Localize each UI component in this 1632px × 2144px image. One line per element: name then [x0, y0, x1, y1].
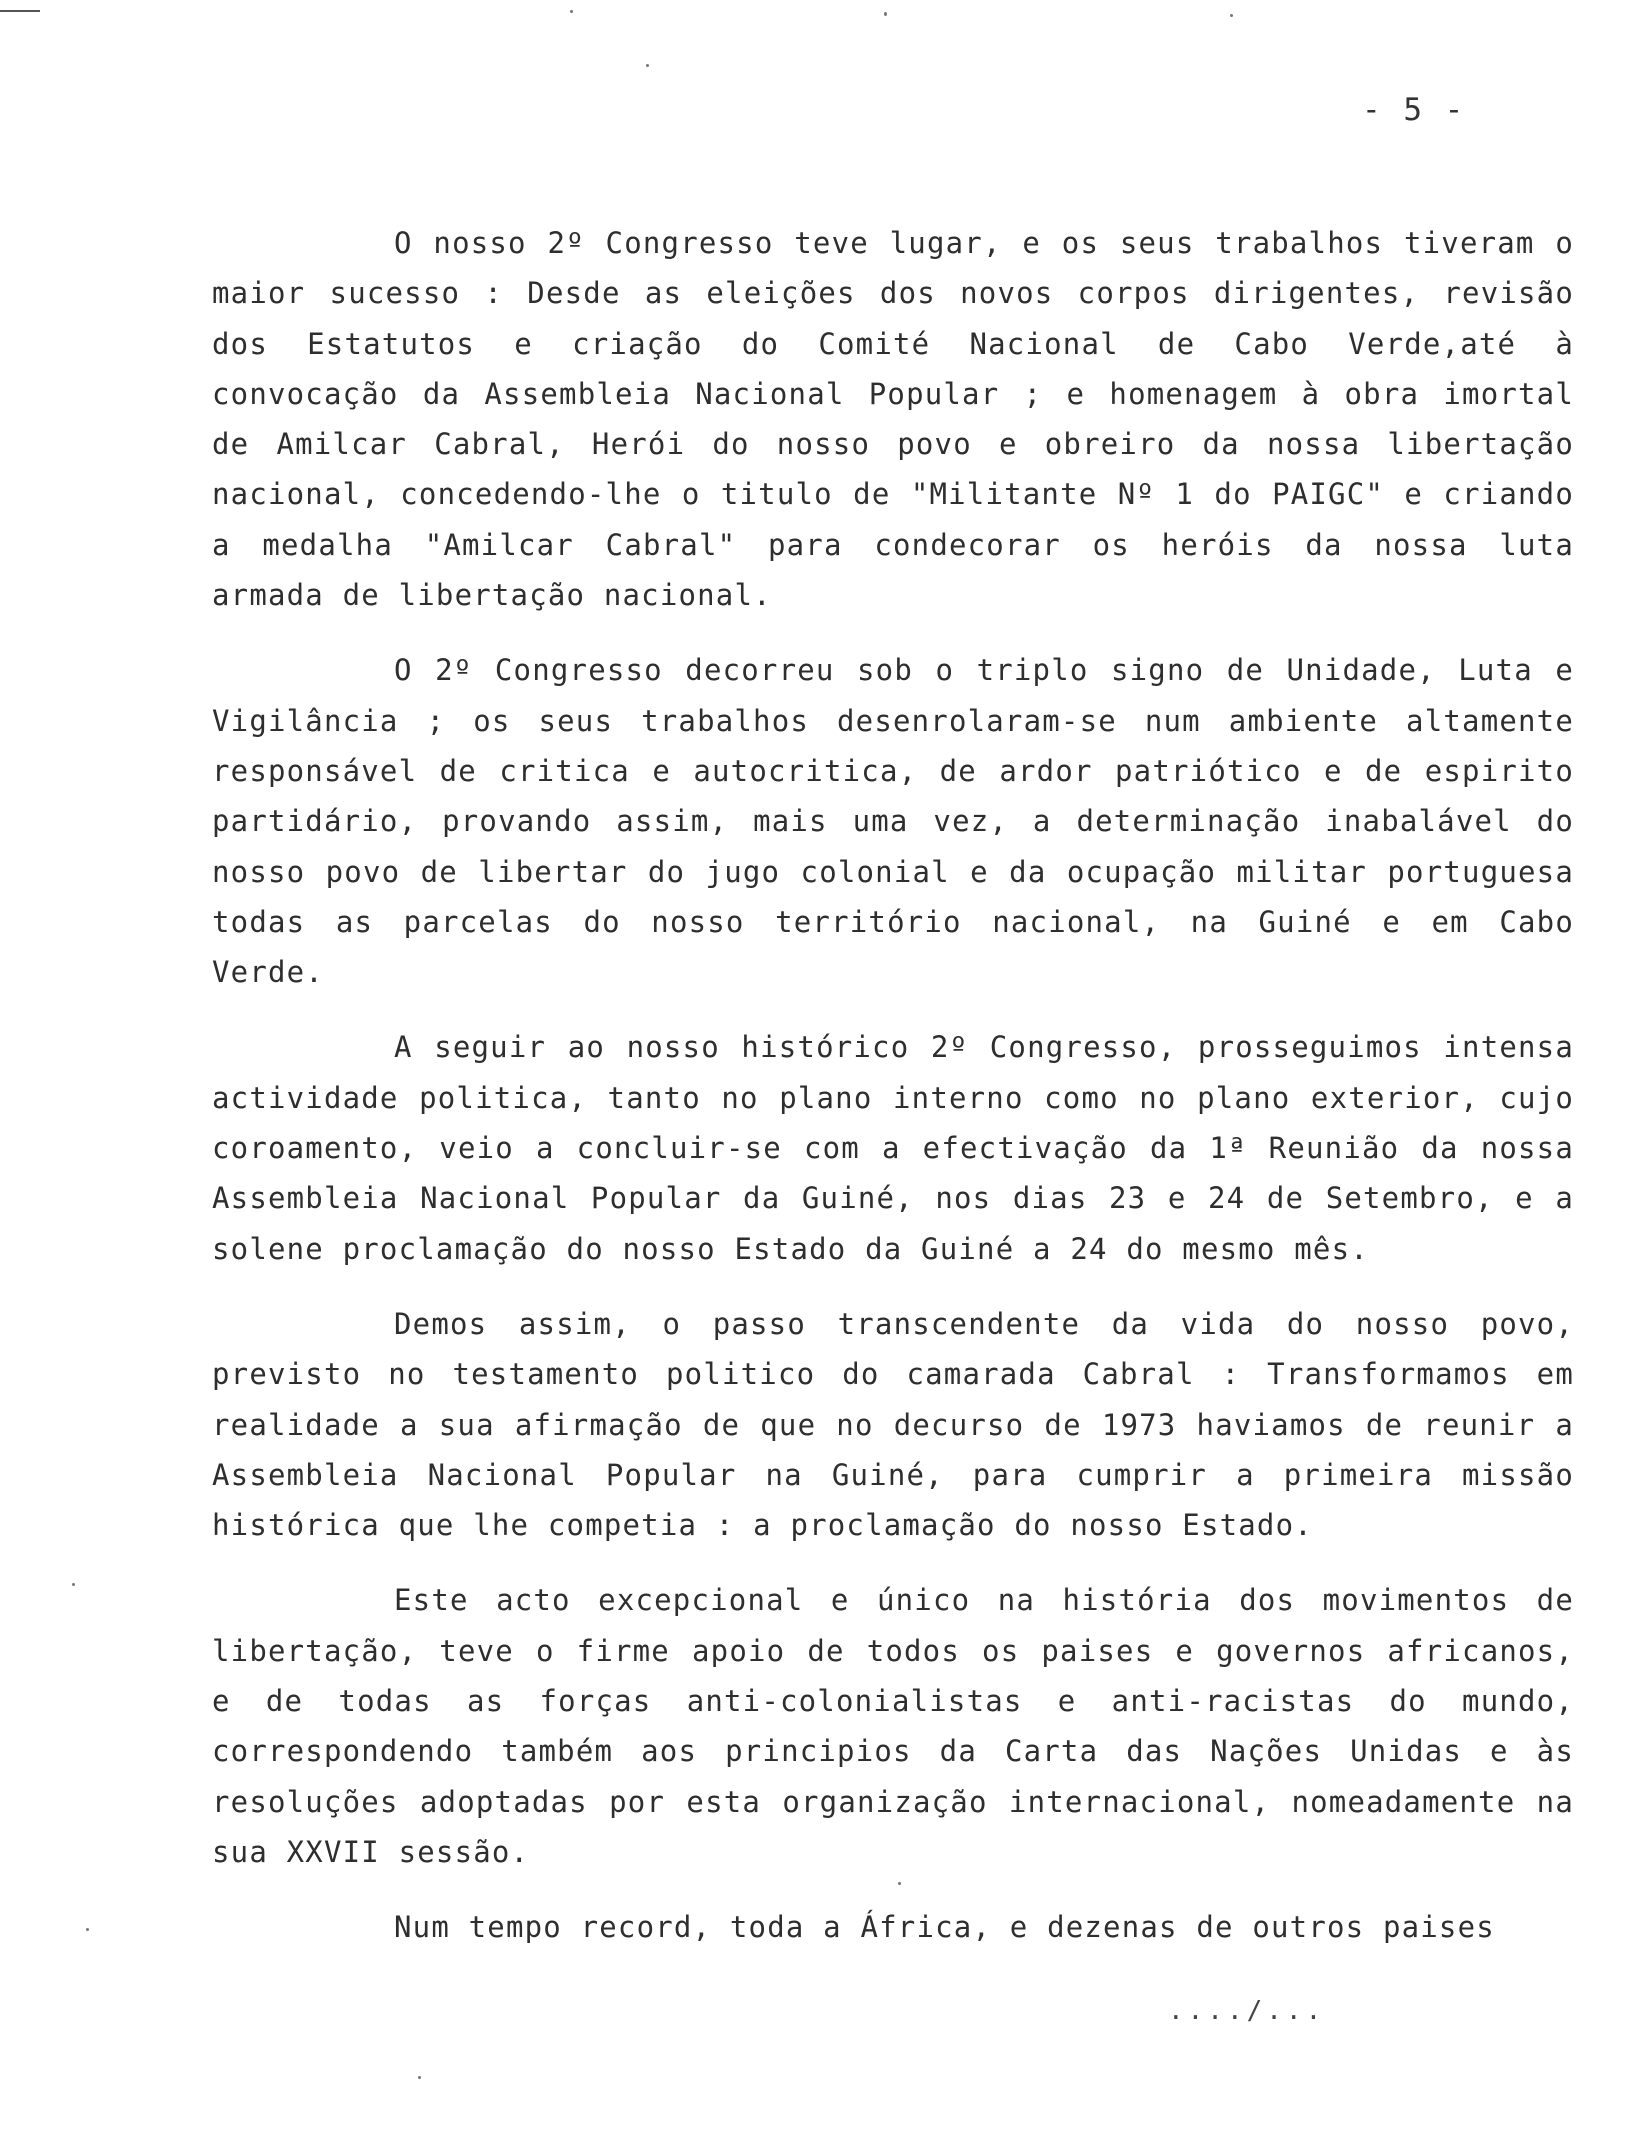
- top-rule: [0, 10, 40, 12]
- scan-speck: [418, 2076, 421, 2079]
- paragraph-political-activity: A seguir ao nosso histórico 2º Congresso, prosseguimos intensa actividade politica, tanto no plano interno como no plano exterior, cujo coroamento, veio a concluir-se com a efectivação da 1ª Reunião da nossa Assembleia Nacional Popular da Guiné, nos dias 23 e 24 de Setembro, e a solene proclamação do nosso Estado da Guiné a 24 do mesmo mês.: [212, 1030, 1574, 1266]
- paragraph-record-time: Num tempo record, toda a África, e dezenas de outros paises: [394, 1910, 1495, 1945]
- paragraph-international-support: Este acto excepcional e único na história dos movimentos de libertação, teve o firme apoio de todos os paises e governos africanos, e de todas as forças anti-colonialistas e anti-racistas do mundo, correspondendo também aos principios da Carta das Nações Unidas e às resoluções adoptadas por esta organização internacional, nomeadamente na sua XXVII sessão.: [212, 1583, 1574, 1869]
- scan-speck: [884, 12, 887, 16]
- scan-speck: [570, 10, 573, 13]
- continuation-marker: ..../...: [1168, 1996, 1326, 2026]
- page-number: - 5 -: [1362, 92, 1466, 128]
- scan-speck: [86, 1928, 89, 1931]
- scan-speck: [72, 1583, 75, 1586]
- paragraph-congress-signs: O 2º Congresso decorreu sob o triplo signo de Unidade, Luta e Vigilância ; os seus trabalhos desenrolaram-se num ambiente altamente responsável de critica e autocritica, de ardor patriótico e de espirito partidário, provando assim, mais uma vez, a determinação inabalável do nosso povo de libertar do jugo colonial e da ocupação militar portuguesa todas as parcelas do nosso território nacional, na Guiné e em Cabo Verde.: [212, 653, 1574, 990]
- paragraph-congress-success: O nosso 2º Congresso teve lugar, e os seus trabalhos tiveram o maior sucesso : Desde as eleições dos novos corpos dirigentes, revisão dos Estatutos e criação do Comité Nacional de Cabo Verde,até à convocação da Assembleia Nacional Popular ; e homenagem à obra imortal de Amilcar Cabral, Herói do nosso povo e obreiro da nossa libertação nacional, concedendo-lhe o titulo de "Militante Nº 1 do PAIGC" e criando a medalha "Amilcar Cabral" para condecorar os heróis da nossa luta armada de libertação nacional.: [212, 226, 1574, 613]
- scan-speck: [1230, 14, 1233, 17]
- scan-speck: [898, 1882, 901, 1885]
- scan-speck: [646, 64, 649, 67]
- paragraph-cabral-testament: Demos assim, o passo transcendente da vida do nosso povo, previsto no testamento politico do camarada Cabral : Transformamos em realidade a sua afirmação de que no decurso de 1973 haviamos de reunir a Assembleia Nacional Popular na Guiné, para cumprir a primeira missão histórica que lhe competia : a proclamação do nosso Estado.: [212, 1306, 1574, 1543]
- document-body: [212, 218, 1574, 1953]
